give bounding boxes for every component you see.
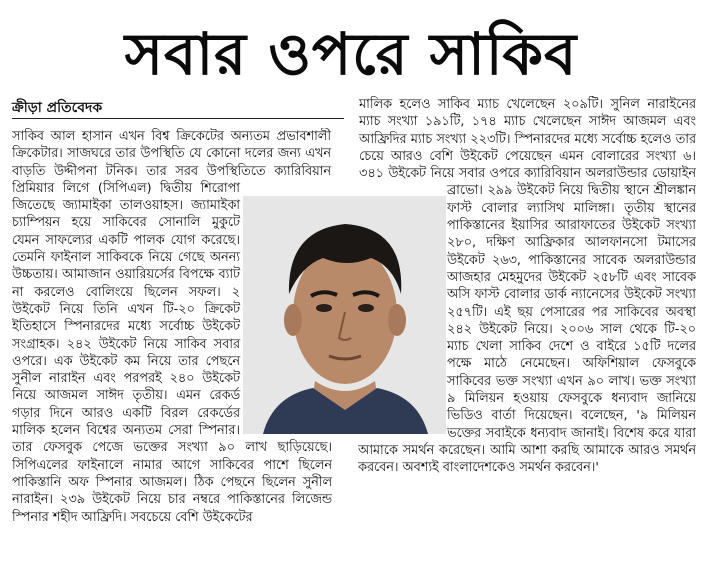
article-text-col1: সাকিব আল হাসান এখন বিশ্ব ক্রিকেটের অন্যতম প্রভাবশালী ক্রিকেটার। সাজঘরে তার উপস্থিতি যে কোনো দলের জন্য এখন বাড়তি উদ্দীপনা টনিক। তার সরব উপস্থিতিতে ক্যারিবিয়ান প্রিমিয়ার লিগে (সিপিএল) দ্বিতীয় শিরোপা জিতেছে জ্যামাইকা তালওয়াহস। জ্যামাইকা চ্যাম্পিয়ন হয়ে সাকিবের সোনালি মুকুটে যেমন সাফল্যের একটি পালক যোগ করেছে। তেমনি ফাইনাল সাকিবকে নিয়ে গেছে অনন্য উচ্চতায়। আমাজান ওয়ারিয়র্সের বিপক্ষে ব্যাট না করলেও বোলিংয়ে ছিলেন সফল। ২ উইকেট নিয়ে তিনি এখন টি-২০ ক্রিকেট ইতিহাসে স্পিনারদের মধ্যে সর্বোচ্চ উইকেট সংগ্রাহক। ২৪২ উইকেট নিয়ে সাকিব সবার ওপরে। এক উইকেট কম নিয়ে তার পেছনে সুনীল নারাইন এবং পরপরই ২৪০ উইকেট নিয়ে আজমল সাঈদ তৃতীয়। এমন রেকর্ড গড়ার দিনে আরও একটি বিরল রেকর্ডের মালিক হলেন বিশ্বের অন্যতম সেরা স্পিনার। তার ফেসবুক পেজে ভক্তের সংখ্যা ৯০ লাখ ছাড়িয়েছে। সিপিএলের ফাইনালে নামার আগে সাকিবের পাশে ছিলেন পাকিস্তানি অফ স্পিনার আজমল। ঠিক পেছনে ছিলেন সুনীল নারাইন। ২৩৯ উইকেট নিয়ে চার নম্বরে পাকিস্তানের লিজেন্ড স্পিনার শহীদ আফ্রিদি। সবচেয়ে বেশি উইকেটের — [12, 129, 332, 525]
portrait-photo-icon — [243, 196, 446, 434]
player-photo — [243, 196, 446, 434]
headline: সবার ওপরে সাকিব — [124, 20, 578, 88]
byline: ক্রীড়া প্রতিবেদক — [12, 100, 103, 116]
article-text-col2: মালিক হলেও সাকিব ম্যাচ খেলেছেন ২০৯টি। সুনিল নারাইনের ম্যাচ সংখ্যা ১৯১টি, ১৭৪ ম্যাচ খেলেছেন সাঈদ আজমল এবং আফ্রিদির ম্যাচ সংখ্যা ২২৩টি। স্পিনারদের মধ্যে সর্বোচ্চ হলেও তার চেয়ে আরও বেশি উইকেট পেয়েছেন এমন বোলারের সংখ্যা ৬। ৩৪১ উইকেট নিয়ে সবার ওপরে ক্যারিবিয়ান অলরাউন্ডার ডোয়াইন ব্রাভো। ২৯৯ উইকেট নিয়ে দ্বিতীয় স্থানে শ্রীলঙ্কান ফাস্ট বোলার ল্যাসিথ মালিঙ্গা। তৃতীয় স্থানের পাকিস্তানের ইয়াসির আরাফাতের উইকেট সংখ্যা ২৮০, দক্ষিণ আফ্রিকার আলফানসো টমাসের উইকেট ২৬৩, পাকিস্তানের সাবেক অলরাউন্ডার আজহার মেহমুদের উইকেট ২৫৮টি এবং সাবেক অসি ফাস্ট বোলার ডার্ক ন্যানেসের উইকেট সংখ্যা ২৫৭টি। এই ছয় পেসারের পর সাকিবের অবস্থা ২৪২ উইকেট নিয়ে। ২০০৬ সাল থেকে টি-২০ ম্যাচ খেলা সাকিব দেশে ও বাইরে ১৫টি দলের পক্ষে মাঠে নেমেছেন। অফিশিয়াল ফেসবুকে সাকিবের ভক্ত সংখ্যা এখন ৯০ লাখ। ভক্ত সংখ্যা ৯ মিলিয়ন হওয়ায় ফেসবুকে ধন্যবাদ জানিয়ে ভিডিও বার্তা দিয়েছেন। বলেছেন, '৯ মিলিয়ন ভক্তের সবাইকে ধন্যবাদ জানাই। বিশেষ করে যারা আমাকে সমর্থন করেছেন। আমি আশা করছি আমাকে আরও সমর্থন করবেন। অবশ্যই বাংলাদেশকেও সমর্থন করবেন।' — [358, 97, 696, 476]
byline-underline — [12, 118, 344, 119]
